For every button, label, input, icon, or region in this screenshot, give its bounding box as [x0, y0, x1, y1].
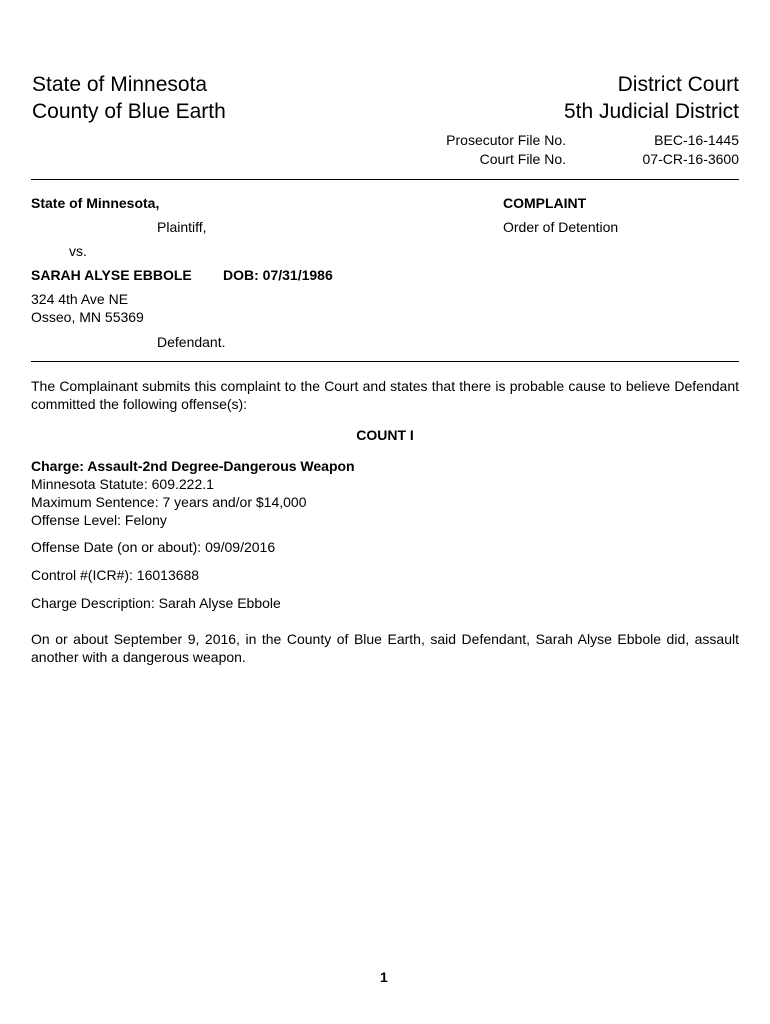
address-line-1: 324 4th Ave NE [31, 291, 129, 307]
file-number-values [643, 131, 740, 169]
caption-top-rule [31, 179, 739, 180]
charge-title: Charge: Assault-2nd Degree-Dangerous Weapon [31, 458, 355, 474]
count-heading: COUNT I [356, 427, 414, 443]
document-type: COMPLAINT [503, 195, 587, 211]
document-subtype: Order of Detention [503, 219, 619, 235]
control-number: Control #(ICR#): 16013688 [31, 567, 200, 583]
offense-level: Offense Level: Felony [31, 512, 167, 528]
page-number: 1 [380, 969, 388, 985]
court-file-label: Court File No. [479, 151, 566, 167]
county-name: County of Blue Earth [32, 100, 226, 123]
offense-date: Offense Date (on or about): 09/09/2016 [31, 539, 276, 555]
defendant-address [31, 290, 144, 326]
charge-description: Charge Description: Sarah Alyse Ebbole [31, 595, 281, 611]
maximum-sentence: Maximum Sentence: 7 years and/or $14,000 [31, 494, 307, 510]
versus: vs. [69, 243, 87, 259]
offense-narrative: On or about September 9, 2016, in the County of Blue Earth, said Defendant, Sarah Alyse Ebbole did, assault another with a dangerous weapon. [31, 631, 739, 665]
court-jurisdiction-left [32, 71, 226, 125]
file-number-labels [420, 131, 566, 169]
defendant-dob: DOB: 07/31/1986 [223, 267, 333, 283]
court-jurisdiction-right [564, 71, 739, 125]
prosecutor-file-label: Prosecutor File No. [446, 132, 566, 148]
court-file-number: 07-CR-16-3600 [642, 151, 739, 167]
statute: Minnesota Statute: 609.222.1 [31, 476, 214, 492]
intro-paragraph: The Complainant submits this complaint to the Court and states that there is probable cause to believe Defendant committed the following offense(s): [31, 378, 739, 412]
judicial-district: 5th Judicial District [563, 100, 739, 123]
plaintiff-name: State of Minnesota, [31, 195, 160, 211]
defendant-name: SARAH ALYSE EBBOLE [31, 267, 192, 283]
state-name: State of Minnesota [32, 73, 208, 96]
plaintiff-role: Plaintiff, [157, 219, 207, 235]
court-name: District Court [617, 73, 739, 96]
caption-bottom-rule [31, 361, 739, 362]
defendant-role: Defendant. [157, 334, 226, 350]
prosecutor-file-number: BEC-16-1445 [654, 132, 739, 148]
address-line-2: Osseo, MN 55369 [31, 309, 144, 325]
charge-details [31, 457, 355, 529]
